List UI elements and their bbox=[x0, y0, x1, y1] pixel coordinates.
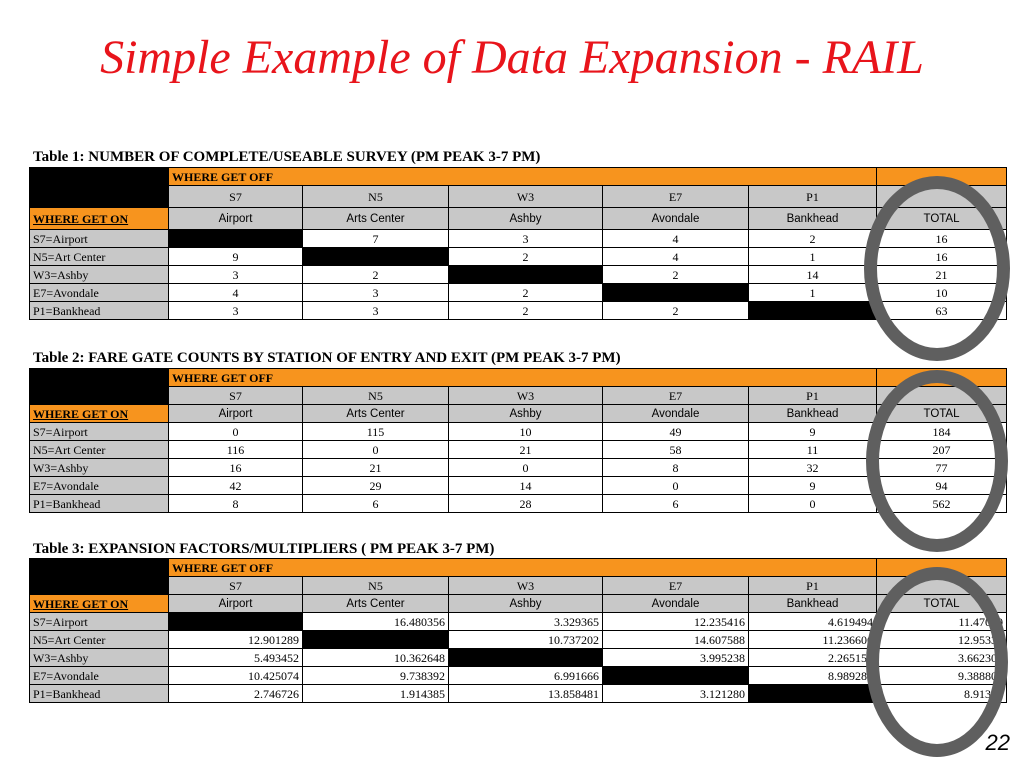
table1-row-label: N5=Art Center bbox=[30, 248, 169, 266]
table1-diagonal-cell bbox=[303, 248, 449, 266]
table1-cell: 2 bbox=[449, 248, 603, 266]
table3-cell: 13.858481 bbox=[449, 685, 603, 703]
table3-col-code: S7 bbox=[169, 577, 303, 595]
table1-diagonal-cell bbox=[749, 302, 877, 320]
table2 bbox=[29, 368, 1007, 513]
table2-cell: 6 bbox=[603, 495, 749, 513]
table2-code-row bbox=[30, 387, 1007, 405]
table-row bbox=[30, 667, 1007, 685]
table3 bbox=[29, 558, 1007, 703]
table1-cell: 3 bbox=[169, 266, 303, 284]
table2-col-code: S7 bbox=[169, 387, 303, 405]
table2-cell: 6 bbox=[303, 495, 449, 513]
table3-cell: 3.995238 bbox=[603, 649, 749, 667]
table2-col-code: N5 bbox=[303, 387, 449, 405]
table3-cell: 3.329365 bbox=[449, 613, 603, 631]
table1-title: Table 1: NUMBER OF COMPLETE/USEABLE SURVEY (PM PEAK 3-7 PM) bbox=[33, 149, 541, 165]
table2-col-code: E7 bbox=[603, 387, 749, 405]
table3-col-code: N5 bbox=[303, 577, 449, 595]
table3-col-name: Bankhead bbox=[749, 595, 877, 613]
table3-code-total-blank bbox=[877, 577, 1007, 595]
table-row bbox=[30, 685, 1007, 703]
table3-cell: 10.737202 bbox=[449, 631, 603, 649]
table1-cell: 2 bbox=[449, 302, 603, 320]
table1-cell: 9 bbox=[169, 248, 303, 266]
table3-cell: 12.235416 bbox=[603, 613, 749, 631]
table1-cell: 2 bbox=[303, 266, 449, 284]
table2-cell: 0 bbox=[169, 423, 303, 441]
table2-cell: 0 bbox=[449, 459, 603, 477]
table1-where-get-on: WHERE GET ON bbox=[30, 208, 169, 230]
table1-cell: 3 bbox=[303, 284, 449, 302]
table2-col-name: Avondale bbox=[603, 405, 749, 423]
table1-col-code: S7 bbox=[169, 186, 303, 208]
page-number: 22 bbox=[985, 730, 1010, 755]
table3-col-name: Avondale bbox=[603, 595, 749, 613]
table1-total-cell: 21 bbox=[877, 266, 1007, 284]
table2-cell: 115 bbox=[303, 423, 449, 441]
table1-cell: 2 bbox=[749, 230, 877, 248]
table1-col-code: E7 bbox=[603, 186, 749, 208]
table3-cell: 14.607588 bbox=[603, 631, 749, 649]
table1-cell: 7 bbox=[303, 230, 449, 248]
table2-cell: 8 bbox=[169, 495, 303, 513]
table3-cell: 1.914385 bbox=[303, 685, 449, 703]
table-row bbox=[30, 441, 1007, 459]
table3-cell: 3.121280 bbox=[603, 685, 749, 703]
table3-cell: 10.425074 bbox=[169, 667, 303, 685]
table3-total-cell: 11.47070 bbox=[877, 613, 1007, 631]
table1-row-label: P1=Bankhead bbox=[30, 302, 169, 320]
table1-col-name: Airport bbox=[169, 208, 303, 230]
table1-cell: 2 bbox=[603, 302, 749, 320]
table3-total-cell: 3.662301 bbox=[877, 649, 1007, 667]
table1-cell: 14 bbox=[749, 266, 877, 284]
table3-diagonal-cell bbox=[603, 667, 749, 685]
table-row bbox=[30, 248, 1007, 266]
table1-col-code: N5 bbox=[303, 186, 449, 208]
table1-col-name: Bankhead bbox=[749, 208, 877, 230]
table3-cell: 6.991666 bbox=[449, 667, 603, 685]
table1-cell: 4 bbox=[603, 230, 749, 248]
table1-total-cell: 16 bbox=[877, 248, 1007, 266]
table1-col-code: P1 bbox=[749, 186, 877, 208]
table1-diagonal-cell bbox=[603, 284, 749, 302]
table3-diagonal-cell bbox=[169, 613, 303, 631]
table2-col-total: TOTAL bbox=[877, 405, 1007, 423]
table3-row-label: W3=Ashby bbox=[30, 649, 169, 667]
table2-cell: 14 bbox=[449, 477, 603, 495]
table1-col-name: Arts Center bbox=[303, 208, 449, 230]
table3-cell: 2.265157 bbox=[749, 649, 877, 667]
table3-diagonal-cell bbox=[749, 685, 877, 703]
table1-cell: 3 bbox=[169, 302, 303, 320]
table1-name-row bbox=[30, 208, 1007, 230]
table1-diagonal-cell bbox=[169, 230, 303, 248]
table2-cell: 21 bbox=[303, 459, 449, 477]
table2-code-total-blank bbox=[877, 387, 1007, 405]
table1-cell: 4 bbox=[603, 248, 749, 266]
table2-cell: 9 bbox=[749, 477, 877, 495]
table3-cell: 16.480356 bbox=[303, 613, 449, 631]
table2-cell: 58 bbox=[603, 441, 749, 459]
table1-total-cell: 16 bbox=[877, 230, 1007, 248]
table2-cell: 29 bbox=[303, 477, 449, 495]
table2-where-get-on: WHERE GET ON bbox=[30, 405, 169, 423]
table1-cell: 1 bbox=[749, 248, 877, 266]
table-row bbox=[30, 266, 1007, 284]
table2-cell: 42 bbox=[169, 477, 303, 495]
table3-cell: 4.619494 bbox=[749, 613, 877, 631]
table3-diagonal-cell bbox=[303, 631, 449, 649]
table2-where-get-off: WHERE GET OFF bbox=[169, 369, 877, 387]
table3-cell: 12.901289 bbox=[169, 631, 303, 649]
table3-corner bbox=[30, 559, 169, 595]
table1-cell: 4 bbox=[169, 284, 303, 302]
table3-cell: 5.493452 bbox=[169, 649, 303, 667]
table1-cell: 3 bbox=[303, 302, 449, 320]
table1-row-label: W3=Ashby bbox=[30, 266, 169, 284]
table1-cell: 3 bbox=[449, 230, 603, 248]
table1-col-total: TOTAL bbox=[877, 208, 1007, 230]
table3-title: Table 3: EXPANSION FACTORS/MULTIPLIERS ( PM PEAK 3-7 PM) bbox=[33, 541, 495, 557]
table1-where-get-off: WHERE GET OFF bbox=[169, 168, 877, 186]
table2-cell: 32 bbox=[749, 459, 877, 477]
table2-total-cell: 184 bbox=[877, 423, 1007, 441]
table3-cell: 10.362648 bbox=[303, 649, 449, 667]
table2-col-code: W3 bbox=[449, 387, 603, 405]
table1-getoff-band-end bbox=[877, 168, 1007, 186]
table2-corner bbox=[30, 369, 169, 405]
table2-col-name: Bankhead bbox=[749, 405, 877, 423]
table2-col-name: Arts Center bbox=[303, 405, 449, 423]
table3-col-name: Ashby bbox=[449, 595, 603, 613]
table3-total-cell: 9.388809 bbox=[877, 667, 1007, 685]
table2-row-label: W3=Ashby bbox=[30, 459, 169, 477]
table2-cell: 28 bbox=[449, 495, 603, 513]
slide-title: Simple Example of Data Expansion - RAIL bbox=[100, 31, 924, 84]
table3-row-label: E7=Avondale bbox=[30, 667, 169, 685]
table3-cell: 8.989285 bbox=[749, 667, 877, 685]
table2-col-name: Airport bbox=[169, 405, 303, 423]
table-row bbox=[30, 423, 1007, 441]
table1-code-total-blank bbox=[877, 186, 1007, 208]
table3-total-cell: 8.91397 bbox=[877, 685, 1007, 703]
table2-col-code: P1 bbox=[749, 387, 877, 405]
table2-total-cell: 77 bbox=[877, 459, 1007, 477]
table3-diagonal-cell bbox=[449, 649, 603, 667]
table1-diagonal-cell bbox=[449, 266, 603, 284]
table2-row-label: N5=Art Center bbox=[30, 441, 169, 459]
table2-cell: 116 bbox=[169, 441, 303, 459]
table2-cell: 0 bbox=[749, 495, 877, 513]
table2-col-name: Ashby bbox=[449, 405, 603, 423]
table1-total-cell: 63 bbox=[877, 302, 1007, 320]
table1-corner bbox=[30, 168, 169, 208]
table1-total-cell: 10 bbox=[877, 284, 1007, 302]
table2-title: Table 2: FARE GATE COUNTS BY STATION OF ENTRY AND EXIT (PM PEAK 3-7 PM) bbox=[33, 350, 621, 366]
table2-cell: 16 bbox=[169, 459, 303, 477]
table2-cell: 10 bbox=[449, 423, 603, 441]
table3-getoff-band-end bbox=[877, 559, 1007, 577]
table3-col-total: TOTAL bbox=[877, 595, 1007, 613]
table2-cell: 49 bbox=[603, 423, 749, 441]
table2-cell: 8 bbox=[603, 459, 749, 477]
table1-code-row bbox=[30, 186, 1007, 208]
table3-cell: 2.746726 bbox=[169, 685, 303, 703]
table1-cell: 2 bbox=[449, 284, 603, 302]
table1-cell: 1 bbox=[749, 284, 877, 302]
table-row bbox=[30, 284, 1007, 302]
table1-col-name: Avondale bbox=[603, 208, 749, 230]
table3-total-cell: 12.95331 bbox=[877, 631, 1007, 649]
table2-row-label: S7=Airport bbox=[30, 423, 169, 441]
table3-cell: 11.236606 bbox=[749, 631, 877, 649]
table2-cell: 0 bbox=[603, 477, 749, 495]
table3-row-label: P1=Bankhead bbox=[30, 685, 169, 703]
table3-where-get-off: WHERE GET OFF bbox=[169, 559, 877, 577]
table1-row-label: E7=Avondale bbox=[30, 284, 169, 302]
table-row bbox=[30, 302, 1007, 320]
table-row bbox=[30, 649, 1007, 667]
table2-total-cell: 207 bbox=[877, 441, 1007, 459]
table3-row-label: N5=Art Center bbox=[30, 631, 169, 649]
table3-cell: 9.738392 bbox=[303, 667, 449, 685]
table-row bbox=[30, 495, 1007, 513]
table3-col-code: E7 bbox=[603, 577, 749, 595]
table3-col-name: Airport bbox=[169, 595, 303, 613]
table-row bbox=[30, 613, 1007, 631]
table3-col-code: W3 bbox=[449, 577, 603, 595]
table1 bbox=[29, 167, 1007, 320]
table2-row-label: P1=Bankhead bbox=[30, 495, 169, 513]
table3-col-code: P1 bbox=[749, 577, 877, 595]
table2-row-label: E7=Avondale bbox=[30, 477, 169, 495]
table-row bbox=[30, 459, 1007, 477]
table3-where-get-on: WHERE GET ON bbox=[30, 595, 169, 613]
table2-getoff-band-end bbox=[877, 369, 1007, 387]
table3-row-label: S7=Airport bbox=[30, 613, 169, 631]
table3-name-row bbox=[30, 595, 1007, 613]
table3-col-name: Arts Center bbox=[303, 595, 449, 613]
table-row bbox=[30, 631, 1007, 649]
table2-name-row bbox=[30, 405, 1007, 423]
table2-cell: 21 bbox=[449, 441, 603, 459]
table1-row-label: S7=Airport bbox=[30, 230, 169, 248]
table2-cell: 9 bbox=[749, 423, 877, 441]
table-row bbox=[30, 230, 1007, 248]
table1-cell: 2 bbox=[603, 266, 749, 284]
table2-total-cell: 562 bbox=[877, 495, 1007, 513]
table-row bbox=[30, 477, 1007, 495]
table1-col-name: Ashby bbox=[449, 208, 603, 230]
table2-cell: 0 bbox=[303, 441, 449, 459]
table1-col-code: W3 bbox=[449, 186, 603, 208]
table2-total-cell: 94 bbox=[877, 477, 1007, 495]
table3-code-row bbox=[30, 577, 1007, 595]
table2-cell: 11 bbox=[749, 441, 877, 459]
